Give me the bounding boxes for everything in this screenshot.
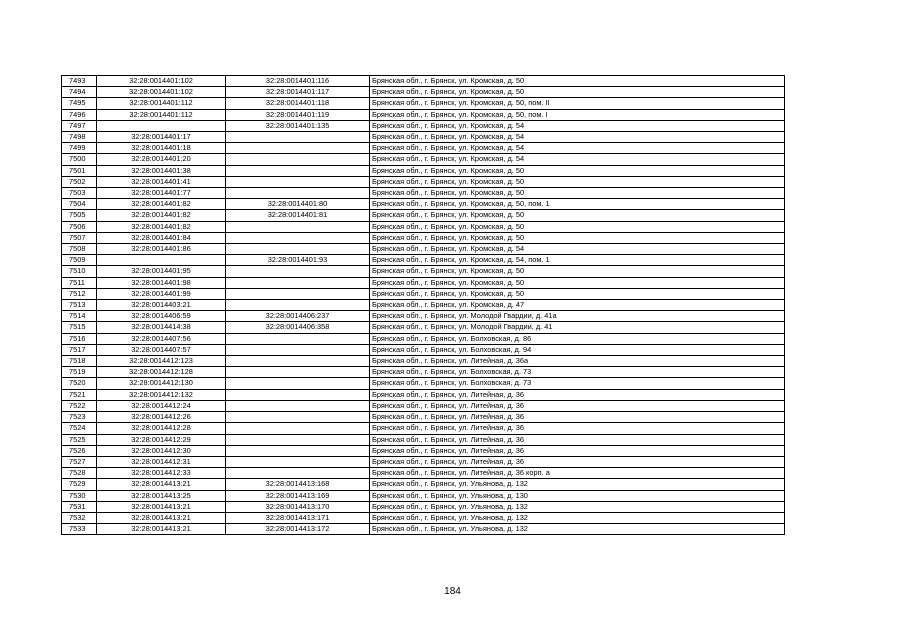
row-number-cell: 7517: [62, 344, 97, 355]
row-number-cell: 7513: [62, 300, 97, 311]
address-cell: Брянская обл., г. Брянск, ул. Кромская, д. 50: [370, 76, 785, 87]
parcel-number-cell: 32:28:0014401:102: [97, 87, 226, 98]
object-number-cell: [226, 154, 370, 165]
row-number-cell: 7499: [62, 143, 97, 154]
row-number-cell: 7531: [62, 501, 97, 512]
object-number-cell: 32:28:0014401:116: [226, 76, 370, 87]
table-row: [62, 333, 785, 344]
cadastral-table: [61, 75, 785, 535]
row-number-cell: 7533: [62, 524, 97, 535]
table-row: [62, 288, 785, 299]
address-cell: Брянская обл., г. Брянск, ул. Молодой Гвардии, д. 41а: [370, 311, 785, 322]
address-cell: Брянская обл., г. Брянск, ул. Ульянова, д. 130: [370, 490, 785, 501]
table-row: [62, 300, 785, 311]
table-row: [62, 199, 785, 210]
row-number-cell: 7522: [62, 400, 97, 411]
row-number-cell: 7523: [62, 412, 97, 423]
object-number-cell: [226, 367, 370, 378]
address-cell: Брянская обл., г. Брянск, ул. Литейная, д. 36: [370, 400, 785, 411]
parcel-number-cell: 32:28:0014413:25: [97, 490, 226, 501]
address-cell: Брянская обл., г. Брянск, ул. Кромская, д. 50: [370, 188, 785, 199]
parcel-number-cell: 32:28:0014401:17: [97, 132, 226, 143]
parcel-number-cell: 32:28:0014413:21: [97, 512, 226, 523]
row-number-cell: 7509: [62, 255, 97, 266]
parcel-number-cell: 32:28:0014412:123: [97, 356, 226, 367]
parcel-number-cell: 32:28:0014401:112: [97, 109, 226, 120]
address-cell: Брянская обл., г. Брянск, ул. Литейная, д. 36: [370, 456, 785, 467]
object-number-cell: [226, 445, 370, 456]
table-row: [62, 412, 785, 423]
object-number-cell: 32:28:0014406:237: [226, 311, 370, 322]
object-number-cell: 32:28:0014401:135: [226, 120, 370, 131]
row-number-cell: 7528: [62, 468, 97, 479]
table-row: [62, 132, 785, 143]
table-row: [62, 512, 785, 523]
address-cell: Брянская обл., г. Брянск, ул. Кромская, д. 54: [370, 244, 785, 255]
parcel-number-cell: 32:28:0014401:102: [97, 76, 226, 87]
object-number-cell: [226, 378, 370, 389]
parcel-number-cell: 32:28:0014401:86: [97, 244, 226, 255]
parcel-number-cell: 32:28:0014401:77: [97, 188, 226, 199]
address-cell: Брянская обл., г. Брянск, ул. Кромская, д. 50: [370, 277, 785, 288]
row-number-cell: 7500: [62, 154, 97, 165]
row-number-cell: 7502: [62, 176, 97, 187]
row-number-cell: 7525: [62, 434, 97, 445]
row-number-cell: 7532: [62, 512, 97, 523]
address-cell: Брянская обл., г. Брянск, ул. Кромская, д. 50: [370, 87, 785, 98]
object-number-cell: [226, 288, 370, 299]
object-number-cell: [226, 389, 370, 400]
row-number-cell: 7516: [62, 333, 97, 344]
table-row: [62, 165, 785, 176]
object-number-cell: [226, 188, 370, 199]
address-cell: Брянская обл., г. Брянск, ул. Кромская, д. 50: [370, 165, 785, 176]
row-number-cell: 7507: [62, 232, 97, 243]
object-number-cell: [226, 165, 370, 176]
table-row: [62, 468, 785, 479]
address-cell: Брянская обл., г. Брянск, ул. Кромская, д. 50: [370, 266, 785, 277]
table-row: [62, 210, 785, 221]
parcel-number-cell: 32:28:0014412:29: [97, 434, 226, 445]
address-cell: Брянская обл., г. Брянск, ул. Болховская, д. 73: [370, 378, 785, 389]
table-row: [62, 244, 785, 255]
parcel-number-cell: 32:28:0014412:33: [97, 468, 226, 479]
address-cell: Брянская обл., г. Брянск, ул. Ульянова, д. 132: [370, 524, 785, 535]
row-number-cell: 7524: [62, 423, 97, 434]
row-number-cell: 7521: [62, 389, 97, 400]
address-cell: Брянская обл., г. Брянск, ул. Кромская, д. 50, пом. 1: [370, 199, 785, 210]
object-number-cell: 32:28:0014401:80: [226, 199, 370, 210]
object-number-cell: [226, 176, 370, 187]
parcel-number-cell: 32:28:0014401:18: [97, 143, 226, 154]
table-row: [62, 76, 785, 87]
object-number-cell: [226, 277, 370, 288]
table-row: [62, 479, 785, 490]
row-number-cell: 7495: [62, 98, 97, 109]
object-number-cell: [226, 400, 370, 411]
address-cell: Брянская обл., г. Брянск, ул. Кромская, д. 50: [370, 288, 785, 299]
row-number-cell: 7512: [62, 288, 97, 299]
table-row: [62, 389, 785, 400]
parcel-number-cell: 32:28:0014407:57: [97, 344, 226, 355]
table-row: [62, 356, 785, 367]
table-row: [62, 221, 785, 232]
object-number-cell: [226, 456, 370, 467]
object-number-cell: [226, 132, 370, 143]
parcel-number-cell: 32:28:0014401:112: [97, 98, 226, 109]
address-cell: Брянская обл., г. Брянск, ул. Молодой Гвардии, д. 41: [370, 322, 785, 333]
address-cell: Брянская обл., г. Брянск, ул. Кромская, д. 50: [370, 210, 785, 221]
address-cell: Брянская обл., г. Брянск, ул. Кромская, д. 54: [370, 154, 785, 165]
address-cell: Брянская обл., г. Брянск, ул. Литейная, д. 36: [370, 389, 785, 400]
table-row: [62, 232, 785, 243]
row-number-cell: 7497: [62, 120, 97, 131]
address-cell: Брянская обл., г. Брянск, ул. Кромская, д. 54: [370, 120, 785, 131]
address-cell: Брянская обл., г. Брянск, ул. Кромская, д. 54, пом. 1: [370, 255, 785, 266]
object-number-cell: 32:28:0014401:93: [226, 255, 370, 266]
table-row: [62, 277, 785, 288]
address-cell: Брянская обл., г. Брянск, ул. Литейная, д. 36 корп. а: [370, 468, 785, 479]
address-cell: Брянская обл., г. Брянск, ул. Кромская, д. 50: [370, 232, 785, 243]
row-number-cell: 7506: [62, 221, 97, 232]
table-row: [62, 367, 785, 378]
table-row: [62, 501, 785, 512]
table-row: [62, 87, 785, 98]
row-number-cell: 7503: [62, 188, 97, 199]
table-row: [62, 98, 785, 109]
object-number-cell: [226, 143, 370, 154]
parcel-number-cell: 32:28:0014413:21: [97, 524, 226, 535]
object-number-cell: [226, 434, 370, 445]
address-cell: Брянская обл., г. Брянск, ул. Кромская, д. 50, пом. I: [370, 109, 785, 120]
parcel-number-cell: 32:28:0014412:30: [97, 445, 226, 456]
table-row: [62, 322, 785, 333]
address-cell: Брянская обл., г. Брянск, ул. Литейная, д. 36: [370, 445, 785, 456]
table-row: [62, 445, 785, 456]
object-number-cell: 32:28:0014401:118: [226, 98, 370, 109]
parcel-number-cell: 32:28:0014412:31: [97, 456, 226, 467]
address-cell: Брянская обл., г. Брянск, ул. Болховская, д. 73: [370, 367, 785, 378]
address-cell: Брянская обл., г. Брянск, ул. Кромская, д. 50: [370, 221, 785, 232]
object-number-cell: 32:28:0014401:81: [226, 210, 370, 221]
parcel-number-cell: 32:28:0014401:82: [97, 199, 226, 210]
object-number-cell: [226, 423, 370, 434]
table-row: [62, 109, 785, 120]
table-body: [62, 76, 785, 535]
address-cell: Брянская обл., г. Брянск, ул. Болховская, д. 94: [370, 344, 785, 355]
table-row: [62, 154, 785, 165]
object-number-cell: 32:28:0014413:172: [226, 524, 370, 535]
address-cell: Брянская обл., г. Брянск, ул. Кромская, д. 54: [370, 143, 785, 154]
object-number-cell: [226, 468, 370, 479]
parcel-number-cell: 32:28:0014401:20: [97, 154, 226, 165]
row-number-cell: 7529: [62, 479, 97, 490]
parcel-number-cell: 32:28:0014403:21: [97, 300, 226, 311]
table-row: [62, 188, 785, 199]
parcel-number-cell: [97, 255, 226, 266]
table-row: [62, 456, 785, 467]
address-cell: Брянская обл., г. Брянск, ул. Болховская, д. 86: [370, 333, 785, 344]
address-cell: Брянская обл., г. Брянск, ул. Кромская, д. 50, пом. II: [370, 98, 785, 109]
object-number-cell: 32:28:0014413:168: [226, 479, 370, 490]
page-number: 184: [444, 586, 461, 597]
row-number-cell: 7527: [62, 456, 97, 467]
row-number-cell: 7514: [62, 311, 97, 322]
parcel-number-cell: [97, 120, 226, 131]
object-number-cell: 32:28:0014413:169: [226, 490, 370, 501]
table-row: [62, 311, 785, 322]
parcel-number-cell: 32:28:0014412:128: [97, 367, 226, 378]
table-row: [62, 176, 785, 187]
parcel-number-cell: 32:28:0014414:38: [97, 322, 226, 333]
object-number-cell: 32:28:0014401:117: [226, 87, 370, 98]
row-number-cell: 7518: [62, 356, 97, 367]
table-row: [62, 255, 785, 266]
object-number-cell: 32:28:0014413:170: [226, 501, 370, 512]
parcel-number-cell: 32:28:0014406:59: [97, 311, 226, 322]
table-row: [62, 434, 785, 445]
object-number-cell: 32:28:0014413:171: [226, 512, 370, 523]
row-number-cell: 7505: [62, 210, 97, 221]
row-number-cell: 7530: [62, 490, 97, 501]
address-cell: Брянская обл., г. Брянск, ул. Ульянова, д. 132: [370, 479, 785, 490]
row-number-cell: 7494: [62, 87, 97, 98]
address-cell: Брянская обл., г. Брянск, ул. Литейная, д. 36: [370, 434, 785, 445]
parcel-number-cell: 32:28:0014401:99: [97, 288, 226, 299]
row-number-cell: 7515: [62, 322, 97, 333]
object-number-cell: [226, 356, 370, 367]
parcel-number-cell: 32:28:0014401:82: [97, 210, 226, 221]
object-number-cell: [226, 300, 370, 311]
address-cell: Брянская обл., г. Брянск, ул. Ульянова, д. 132: [370, 501, 785, 512]
row-number-cell: 7493: [62, 76, 97, 87]
address-cell: Брянская обл., г. Брянск, ул. Кромская, д. 47: [370, 300, 785, 311]
object-number-cell: [226, 412, 370, 423]
parcel-number-cell: 32:28:0014401:95: [97, 266, 226, 277]
row-number-cell: 7520: [62, 378, 97, 389]
object-number-cell: [226, 344, 370, 355]
object-number-cell: [226, 333, 370, 344]
table-row: [62, 490, 785, 501]
row-number-cell: 7511: [62, 277, 97, 288]
address-cell: Брянская обл., г. Брянск, ул. Литейная, д. 36: [370, 412, 785, 423]
table-row: [62, 344, 785, 355]
row-number-cell: 7504: [62, 199, 97, 210]
object-number-cell: 32:28:0014406:358: [226, 322, 370, 333]
parcel-number-cell: 32:28:0014412:132: [97, 389, 226, 400]
parcel-number-cell: 32:28:0014401:41: [97, 176, 226, 187]
row-number-cell: 7508: [62, 244, 97, 255]
table-row: [62, 423, 785, 434]
parcel-number-cell: 32:28:0014413:21: [97, 501, 226, 512]
table-row: [62, 266, 785, 277]
table-row: [62, 400, 785, 411]
parcel-number-cell: 32:28:0014413:21: [97, 479, 226, 490]
object-number-cell: [226, 266, 370, 277]
parcel-number-cell: 32:28:0014401:82: [97, 221, 226, 232]
address-cell: Брянская обл., г. Брянск, ул. Кромская, д. 54: [370, 132, 785, 143]
row-number-cell: 7496: [62, 109, 97, 120]
row-number-cell: 7526: [62, 445, 97, 456]
address-cell: Брянская обл., г. Брянск, ул. Ульянова, д. 132: [370, 512, 785, 523]
parcel-number-cell: 32:28:0014412:26: [97, 412, 226, 423]
parcel-number-cell: 32:28:0014412:28: [97, 423, 226, 434]
parcel-number-cell: 32:28:0014412:130: [97, 378, 226, 389]
object-number-cell: [226, 221, 370, 232]
object-number-cell: [226, 244, 370, 255]
table-row: [62, 378, 785, 389]
parcel-number-cell: 32:28:0014401:84: [97, 232, 226, 243]
parcel-number-cell: 32:28:0014407:56: [97, 333, 226, 344]
table-row: [62, 143, 785, 154]
row-number-cell: 7501: [62, 165, 97, 176]
table-row: [62, 120, 785, 131]
table-row: [62, 524, 785, 535]
row-number-cell: 7498: [62, 132, 97, 143]
address-cell: Брянская обл., г. Брянск, ул. Литейная, д. 36а: [370, 356, 785, 367]
parcel-number-cell: 32:28:0014401:98: [97, 277, 226, 288]
address-cell: Брянская обл., г. Брянск, ул. Кромская, д. 50: [370, 176, 785, 187]
object-number-cell: 32:28:0014401:119: [226, 109, 370, 120]
object-number-cell: [226, 232, 370, 243]
row-number-cell: 7519: [62, 367, 97, 378]
parcel-number-cell: 32:28:0014401:38: [97, 165, 226, 176]
row-number-cell: 7510: [62, 266, 97, 277]
parcel-number-cell: 32:28:0014412:24: [97, 400, 226, 411]
address-cell: Брянская обл., г. Брянск, ул. Литейная, д. 36: [370, 423, 785, 434]
